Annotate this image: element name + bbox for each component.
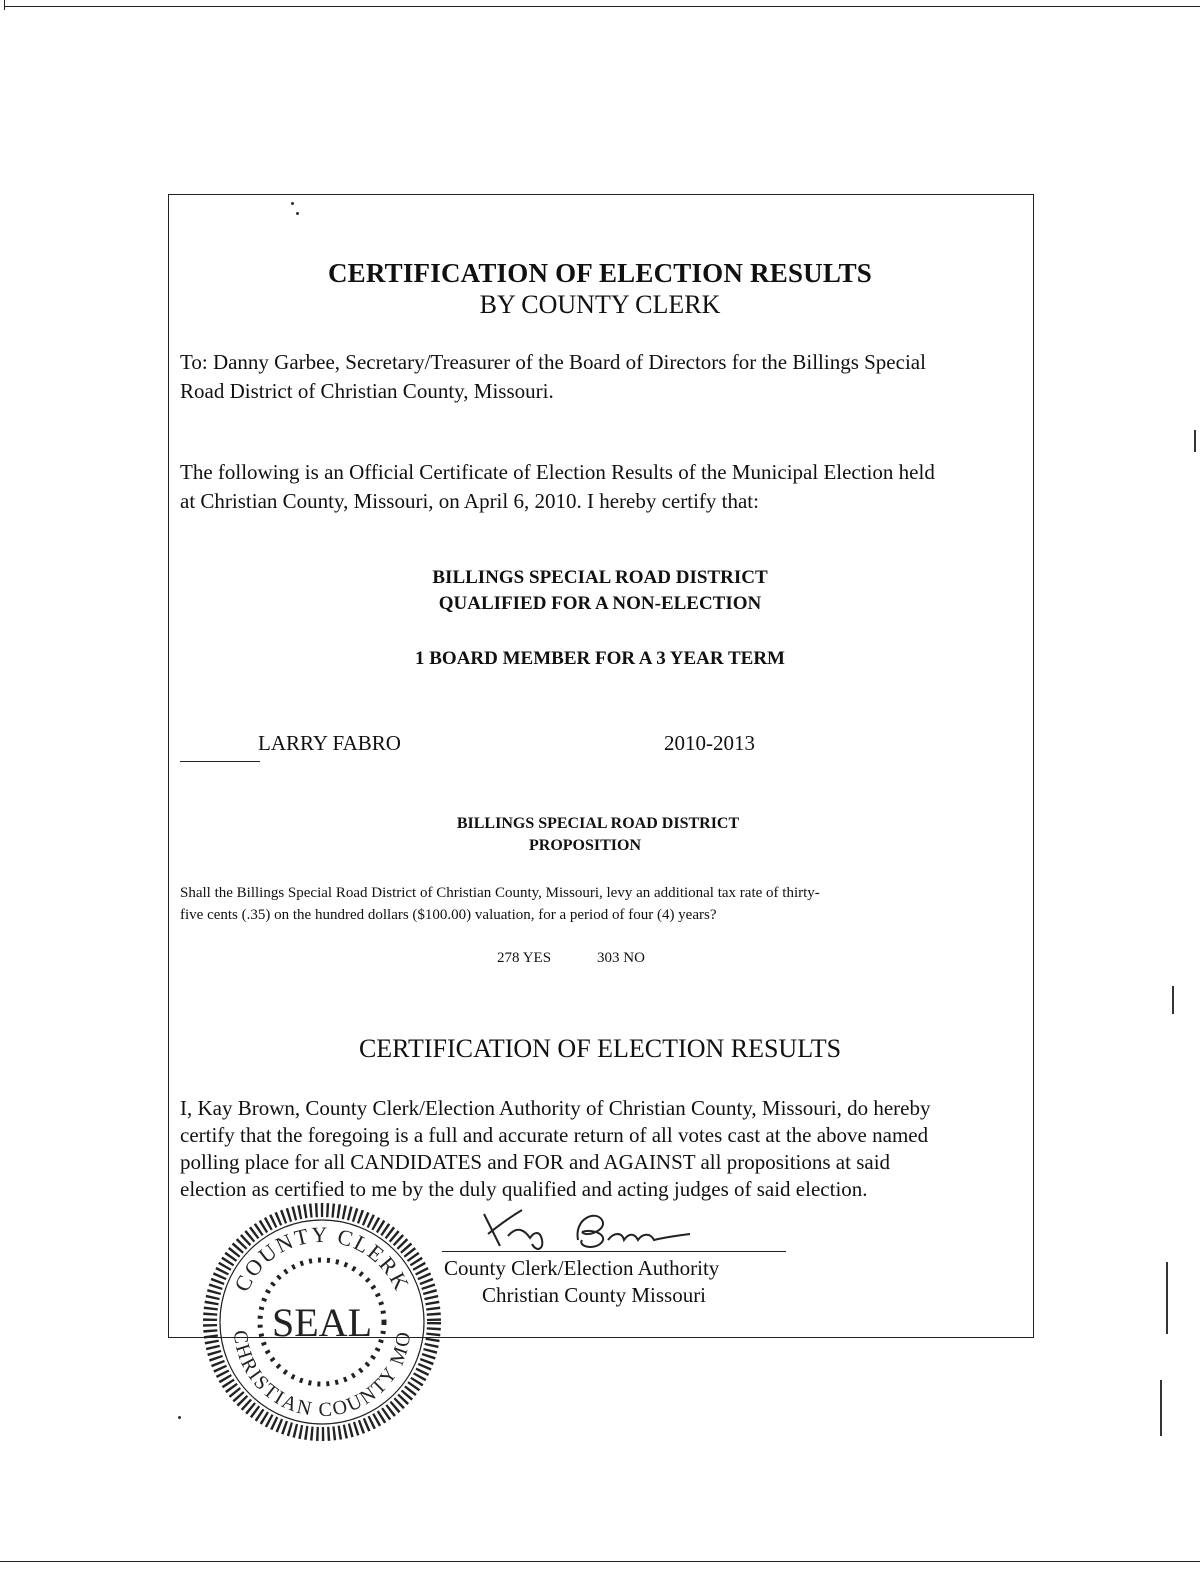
proposition-text: five cents (.35) on the hundred dollars ($100.00) valuation, for a period of four (4) years? [180,907,717,923]
signer-title: County Clerk/Election Authority [444,1256,720,1280]
certification-line: I, Kay Brown, County Clerk/Election Authority of Christian County, Missouri, do hereby [180,1096,931,1120]
scan-mark [1160,1380,1162,1436]
intro-line: The following is an Official Certificate of Election Results of the Municipal Election held [180,460,935,484]
scan-speck [178,1416,181,1419]
county-seal [200,1200,444,1444]
signature-line [442,1251,786,1252]
district-heading: QUALIFIED FOR A NON-ELECTION [438,593,762,614]
handwritten-signature [478,1206,708,1254]
scan-mark [1166,1262,1168,1334]
scan-mark [1194,430,1196,452]
certification-title: CERTIFICATION OF ELECTION RESULTS [358,1034,842,1063]
certification-line: election as certified to me by the duly qualified and acting judges of said election. [180,1177,868,1201]
district-heading: BILLINGS SPECIAL ROAD DISTRICT [432,567,768,588]
intro-line: at Christian County, Missouri, on April 6, 2010. I hereby certify that: [180,489,759,513]
proposition-text: Shall the Billings Special Road District of Christian County, Missouri, levy an additional tax rate of thirty- [180,885,820,901]
scan-edge-bottom [0,1561,1200,1562]
votes-yes: 278 YES [497,950,552,966]
scan-mark [1172,986,1174,1014]
board-heading: 1 BOARD MEMBER FOR A 3 YEAR TERM [415,648,785,669]
proposition-heading: PROPOSITION [528,837,641,854]
certification-line: polling place for all CANDIDATES and FOR and AGAINST all propositions at said [180,1150,891,1174]
document-title: CERTIFICATION OF ELECTION RESULTS [327,258,873,288]
proposition-heading: BILLINGS SPECIAL ROAD DISTRICT [456,815,740,832]
addressee-line: To: Danny Garbee, Secretary/Treasurer of the Board of Directors for the Billings Special [180,350,926,374]
addressee-line: Road District of Christian County, Missouri. [180,379,554,403]
seal-top-text: COUNTY CLERK [229,1221,415,1296]
certification-line: certify that the foregoing is a full and accurate return of all votes cast at the above named [180,1123,929,1147]
scan-edge-tick [4,0,5,10]
votes-no: 303 NO [597,950,645,966]
seal-bottom-text: CHRISTIAN COUNTY MO [228,1328,416,1422]
signer-organization: Christian County Missouri [482,1283,707,1307]
seal-word: SEAL [272,1300,372,1345]
scan-edge-top [4,6,1200,7]
candidate-term: 2010-2013 [664,731,755,755]
document-subtitle: BY COUNTY CLERK [479,290,721,319]
candidate-name: LARRY FABRO [258,731,401,755]
candidate-blank-line [180,761,260,762]
